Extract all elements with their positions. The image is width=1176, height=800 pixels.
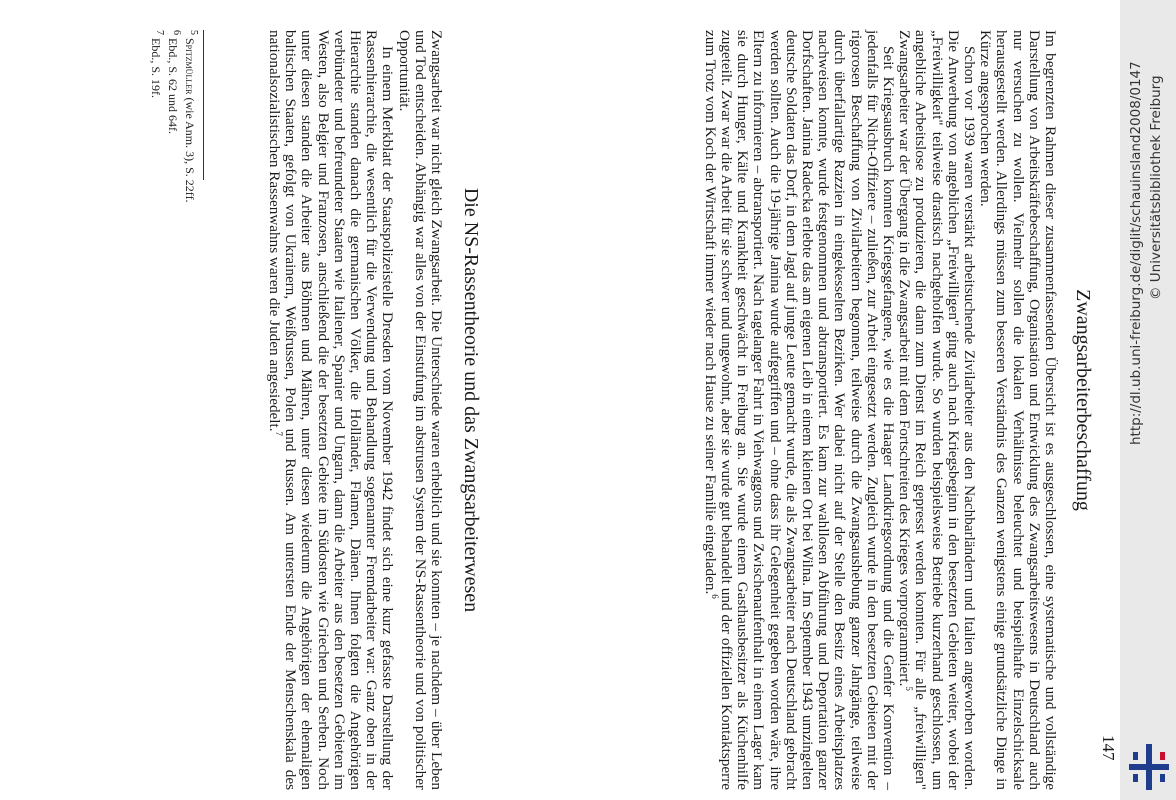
paragraph: In einem Merkblatt der Staatspolizeistelle Dresden vom November 1942 findet sich eine kurz gefasste Darstellung der Rassenhierarchie, die wesentlich für die Verwendung und Behandlung sogenannter Fremdarbeiter war: Ganz oben in der Hierarchie standen danach die germanischen Völker, die Holländer, Flamen, Dänen. Ihnen folgten die Angehörigen verbündeter und befreundeter Staaten wie Italiener, Spanier und Ungarn, dann die Arbeiter aus den besetzen Gebieten im Westen, also Belgier und Franzosen, anschließend die der besetzten Gebiete im Südosten wie Griechen und Serben. Noch unter diesen standen die Arbeiter aus Böhmen und Mähren, unter diesen wiederum die Angehörigen der ehemaligen baltischen Staaten, gefolgt von Ukrainern, Weißrussen, Polen und Russen. Am untersten Ende der Menschenskala des nationalsozialistischen Rassenwahns waren die Juden angesiedelt.$^7$ [265,30,397,790]
section-title-rassentheorie: Die NS-Rassentheorie und das Zwangsarbeiterwesen [460,187,482,613]
footnote: $^7$ Ebd., S. 19f. [149,30,165,98]
logo-bar [1133,774,1138,782]
paragraph: Seit Kriegsausbruch konnten Kriegsgefangene, wie es die Haager Landkriegsordnung und die Genfer Konvention – jedenfalls für Nicht-Offiziere – zuließen, zur Arbeit eingesetzt werden. Zugleich wurde in den besetzten Gebieten mit der rigorosen Beschaffung von Zivilarbeitern begonnen, teilweise durch die Zwangsaushebung ganzer Jahrgänge, teilweise durch überfallartige Razzien in eingekesselten Bezirken. Wer dabei nicht auf der Stelle den Besitz eines Arbeitsplatzes nachweisen konnte, wurde festgenommen und abtransportiert. Es kam zur wahllosen Abführung und Deportation ganzer Dorfschaften. Janina Radecka erlebte das am eigenen Leib in einem kleinen Ort bei Wilna. Im September 1943 umzingelten deutsche Soldaten das Dorf, in dem Jagd auf junge Leute gemacht wurde, die als Zwangsarbeiter nach Deutschland gebracht werden sollten. Auch die 19-jährige Janina wurde aufgegriffen und – ohne dass ihr Gelegenheit gegeben worden wäre, ihre Eltern zu informieren – abtransportiert. Nach tagelanger Fahrt in Viehwaggons und Zwischenaufenthalt in einem Lager kam sie durch Hunger, Kälte und Krankheit geschwächt in Freiburg an. Sie wurde einem Gasthausbesitzer als Küchenhilfe zugeteilt. Zwar war die Arbeit für sie schwer und ungewohnt, aber sie wurde gut behandelt und der offiziellen Kontaktsperre zum Trotz vom Koch der Wirtschaft immer wieder nach Hause zu seiner Familie eingeladen.$^6$ [701,30,897,790]
footnote-rule [203,30,204,180]
section2-body [266,30,444,790]
footnotes [149,30,200,203]
logo-bar [1133,752,1138,760]
ub-freiburg-logo-icon [1127,742,1172,792]
page-number: 147 [1099,735,1118,761]
section1-body [702,30,1058,790]
paragraph: Zwangsarbeit war nicht gleich Zwangsarbeit. Die Unterschiede waren erheblich und sie konnten – je nachdem – über Leben und Tod entscheiden. Abhängig war alles von der Einstufung im abstrusen System der NS-Rassentheorie und von politischer Opportunität. [395,30,445,790]
rotated-page [120,30,1130,790]
logo-bar [1146,744,1152,790]
footnote: $^5$ Spitzmüller (wie Anm. 3), S. 22ff. [183,30,199,203]
logo-bar [1160,752,1165,760]
logo-bar [1160,774,1165,782]
source-url[interactable]: http://dl.ub.uni-freiburg.de/diglit/schauinsland2008/0147 [1128,61,1144,445]
footnote-ref: 6 [709,594,720,599]
footnote: $^6$ Ebd., S. 62 und 64f. [166,30,182,134]
copyright-notice: © Universitätsbibliothek Freiburg [1148,75,1164,300]
footnote-ref: 5 [904,686,915,691]
paragraph: Schon vor 1939 waren verstärkt arbeitsuchende Zivilarbeiter aus den Nachbarländern und Italien angeworben worden. Die Anwerbung von angeblichen „Freiwilligen" ging auch nach Kriegsbeginn in den besetzten Gebieten weiter, wobei der „Freiwilligkeit" teilweise drastisch nachgeholfen wurde. So wurden beispielsweise Betriebe kurzerhand geschlossen, um angebliche Arbeitslose zu produzieren, die dann zum Dienst im Reich gepresst werden konnten. Für alle „freiwilligen" Zwangsarbeiter war der Übergang in die Zwangsarbeit mit dem Fortschreiten des Krieges vorprogrammiert.$^5$ [896,30,978,790]
section-title-beschaffung: Zwangsarbeiterbeschaffung [1072,289,1094,511]
library-sidebar [1120,0,1176,800]
paragraph: Im begrenzten Rahmen dieser zusammenfassenden Übersicht ist es ausgeschlossen, eine systematische und vollständige Darstellung von Arbeitskräftebeschaffung, Organisation und Entwicklung des Zwangsarbeitswesens in Deutschland auch nur versuchen zu wollen. Vielmehr sollen die lokalen Verhältnisse beleuchtet und beispielhafte Einzelschicksale herausgestellt werden. Allerdings müssen zum besseren Verständnis des Ganzen wenigstens einige grundsätzliche Dinge in Kürze angesprochen werden. [977,30,1059,790]
footnote-ref: 7 [274,431,285,437]
